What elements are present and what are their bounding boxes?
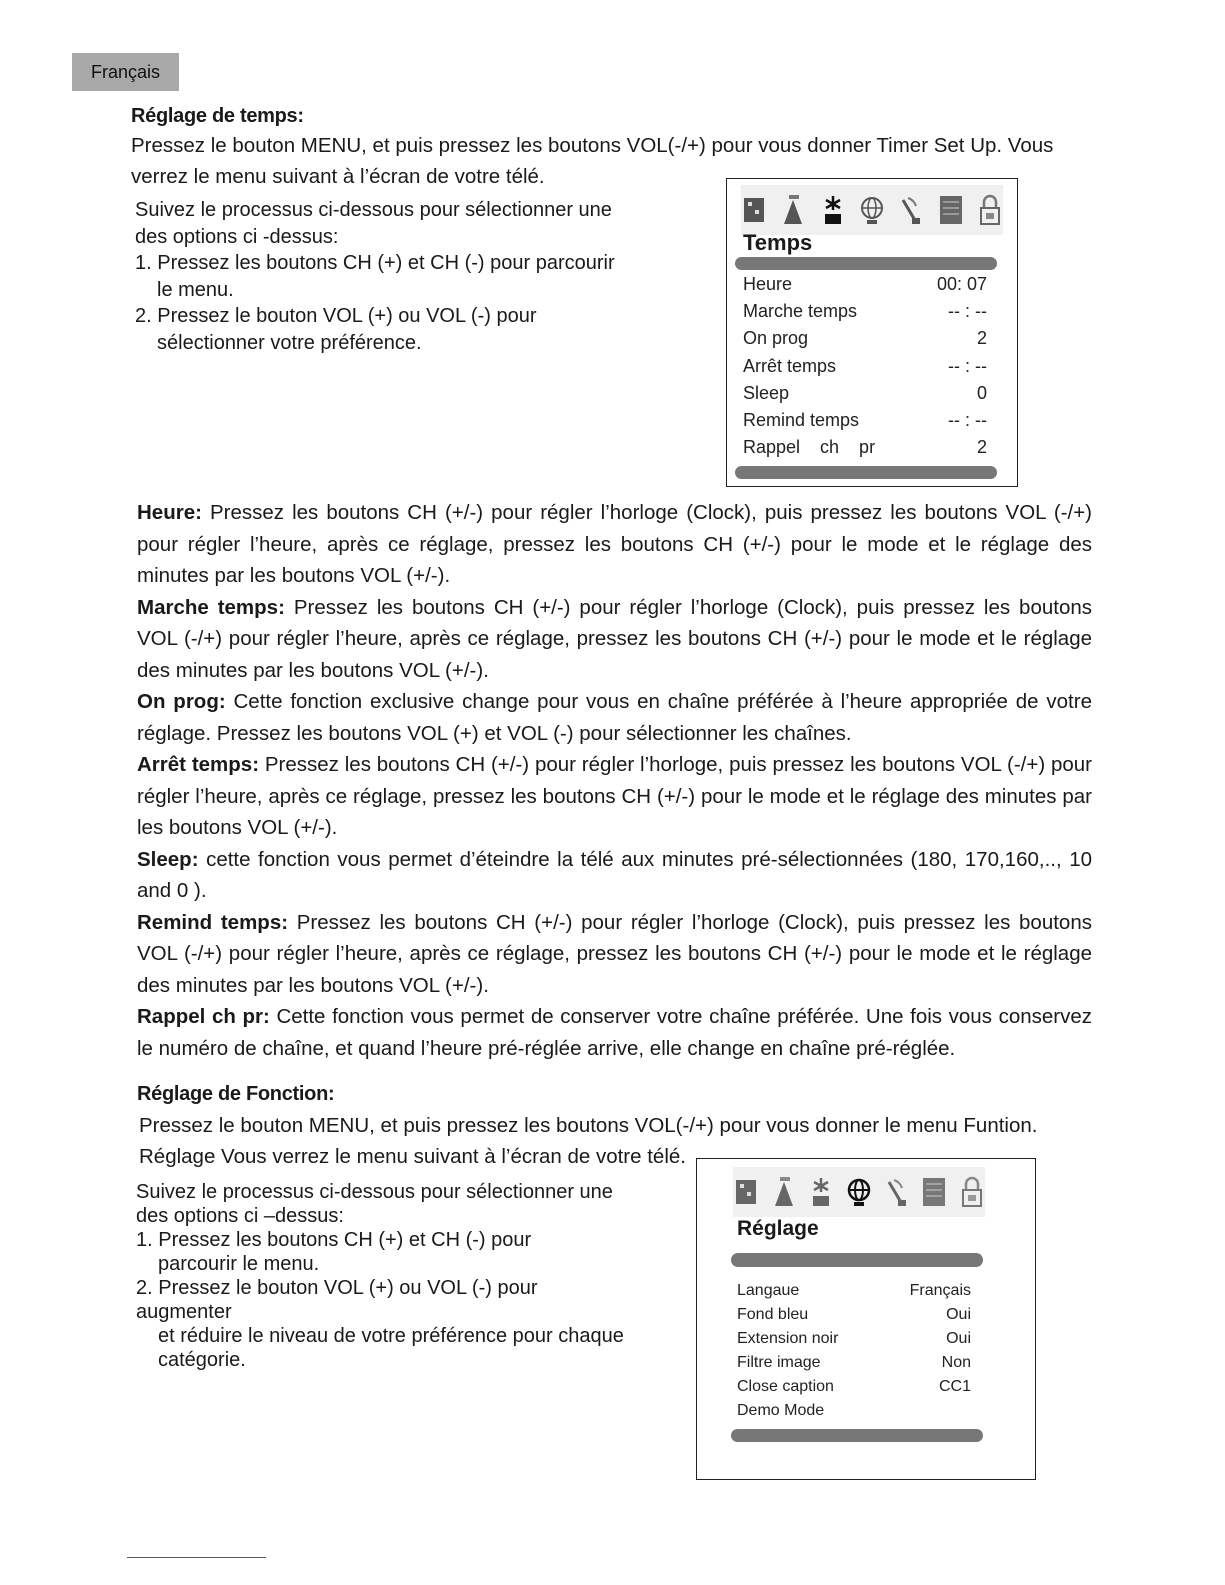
menu-row: Marche temps -- : --: [743, 301, 987, 321]
lock-icon: [977, 192, 1003, 228]
menu-bottom-bar: [735, 466, 997, 479]
menu-row: Extension noir Oui: [737, 1330, 971, 1347]
menu-row: Remind temps -- : --: [743, 410, 987, 430]
section-intro-fonction: Pressez le bouton MENU, et puis pressez les boutons VOL(-/+) pour vous donner le menu Funtion. Réglage Vous verrez le menu suivant à l’écran de votre télé.: [139, 1114, 1038, 1168]
footer-rule: [127, 1557, 266, 1558]
menu-bottom-bar: [731, 1429, 983, 1442]
menu-row: Langaue Français: [737, 1282, 971, 1299]
language-tab: Français: [72, 53, 179, 91]
tv-menu-temps: [726, 178, 1018, 487]
section-intro-temps: Pressez le bouton MENU, et puis pressez les boutons VOL(-/+) pour vous donner Timer Set Up. Vous verrez le menu suivant à l’écran de votre télé.: [131, 134, 1054, 188]
steps-fonction: [136, 1180, 636, 1372]
menu-top-bar: [731, 1253, 983, 1267]
steps-intro-line: des options ci –dessus:: [136, 1205, 344, 1227]
description-item: Heure: Pressez les boutons CH (+/-) pour régler l’horloge (Clock), puis pressez les boutons VOL (-/+) pour régler l’heure, après ce réglage, pressez les boutons CH (+/-) pour le mode et le réglage des minutes par les boutons VOL (+/-).: [137, 501, 1092, 587]
description-item: Marche temps: Pressez les boutons CH (+/-) pour régler l’horloge (Clock), puis pressez les boutons VOL (-/+) pour régler l’heure, après ce réglage, pressez les boutons CH (+/-) pour le mode et le réglage des minutes par les boutons VOL (+/-).: [137, 595, 1092, 682]
menu-row: Close caption CC1: [737, 1378, 971, 1395]
menu-title: Temps: [743, 230, 813, 255]
step-1-cont: le menu.: [157, 278, 234, 301]
step-2: 2. Pressez le bouton VOL (+) ou VOL (-) pour: [135, 305, 537, 327]
steps-intro-line: Suivez le processus ci-dessous pour sélectionner une: [136, 1181, 613, 1203]
description-item: Arrêt temps: Pressez les boutons CH (+/-) pour régler l’horloge, puis pressez les boutons VOL (-/+) pour régler l’heure, après ce réglage, pressez les boutons CH (+/-) pour le mode et le réglage des minutes par les boutons VOL (+/-).: [137, 753, 1093, 839]
sound-icon: [780, 192, 806, 228]
section-heading-temps: Réglage de temps:: [131, 105, 304, 127]
menu-icon-strip: [733, 1167, 985, 1217]
step-2-cont: et réduire le niveau de votre préférence pour chaque: [158, 1325, 624, 1347]
step-2: 2. Pressez le bouton VOL (+) ou VOL (-) pour augmenter: [136, 1277, 538, 1323]
section-heading-fonction: Réglage de Fonction:: [137, 1083, 335, 1105]
menu-row: Rappel ch pr 2: [743, 437, 987, 457]
menu-icon-strip: [741, 185, 1003, 235]
menu-top-bar: [735, 257, 997, 270]
globe-icon: [846, 1174, 872, 1210]
step-1: 1. Pressez les boutons CH (+) et CH (-) pour: [136, 1229, 532, 1251]
description-item: Rappel ch pr: Cette fonction vous permet de conserver votre chaîne préférée. Une fois vous conservez le numéro de chaîne, et quand l’heure pré-réglée arrive, elle change en chaîne pré-réglée.: [137, 1005, 1092, 1060]
picture-icon: [741, 192, 767, 228]
caption-icon: [938, 192, 964, 228]
picture-icon: [733, 1174, 759, 1210]
menu-row: Sleep 0: [743, 383, 987, 403]
step-1: 1. Pressez les boutons CH (+) et CH (-) pour parcourir: [135, 252, 615, 274]
description-list: [137, 497, 1092, 1064]
menu-row: Fond bleu Oui: [737, 1306, 971, 1323]
menu-row: On prog 2: [743, 328, 987, 348]
lock-icon: [959, 1174, 985, 1210]
steps-intro-line: des options ci -dessus:: [135, 225, 339, 248]
menu-row: Heure 00: 07: [743, 274, 987, 294]
globe-icon: [859, 192, 885, 228]
steps-temps: [135, 197, 615, 356]
menu-row: Filtre image Non: [737, 1354, 971, 1371]
steps-intro-line: Suivez le processus ci-dessous pour sélectionner une: [135, 199, 612, 221]
antenna-icon: [884, 1174, 910, 1210]
step-2-cont: sélectionner votre préférence.: [157, 331, 422, 354]
tv-menu-reglage: [696, 1158, 1036, 1480]
timer-icon: [820, 192, 846, 228]
sound-icon: [771, 1174, 797, 1210]
description-item: Sleep: cette fonction vous permet d’éteindre la télé aux minutes pré-sélectionnées (180, 170,160,.., 10 and 0 ).: [137, 847, 1092, 902]
antenna-icon: [898, 192, 924, 228]
menu-title: Réglage: [737, 1217, 819, 1240]
timer-icon: [808, 1174, 834, 1210]
menu-row: Arrêt temps -- : --: [743, 356, 987, 376]
step-1-cont: parcourir le menu.: [158, 1253, 320, 1275]
step-2-cont: catégorie.: [158, 1349, 246, 1371]
caption-icon: [921, 1174, 947, 1210]
description-item: On prog: Cette fonction exclusive change pour vous en chaîne préférée à l’heure appropriée de votre réglage. Pressez les boutons VOL (+) et VOL (-) pour sélectionner les chaînes.: [137, 690, 1092, 745]
description-item: Remind temps: Pressez les boutons CH (+/-) pour régler l’horloge (Clock), puis pressez les boutons VOL (-/+) pour régler l’heure, après ce réglage, pressez les boutons CH (+/-) pour le mode et le réglage des minutes par les boutons VOL (+/-).: [137, 910, 1092, 997]
menu-row: Demo Mode: [737, 1402, 825, 1419]
